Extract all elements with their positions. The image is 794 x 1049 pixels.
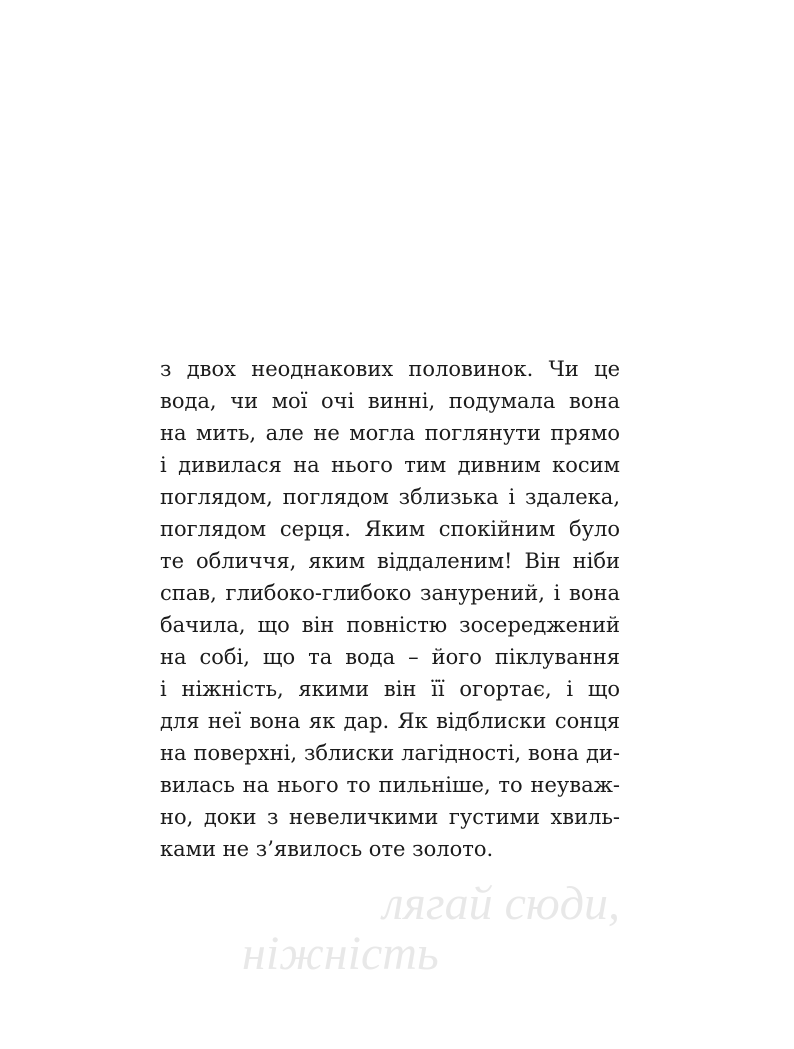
text-line: на собі, що та вода – його піклування <box>160 645 620 669</box>
epigraph-line-2: ніжність <box>242 927 439 980</box>
text-line: на мить, але не могла поглянути прямо <box>160 421 620 445</box>
text-line: ками не з’явилось оте золото. <box>160 837 494 861</box>
text-line: бачила, що він повністю зосереджений <box>160 613 620 637</box>
text-line: поглядом серця. Яким спокійним було <box>160 517 620 541</box>
text-line: з двох неоднакових половинок. Чи це <box>160 357 620 381</box>
text-line: для неї вона як дар. Як відблиски сонця <box>160 709 620 733</box>
text-line: поглядом, поглядом зблизька і здалека, <box>160 485 620 509</box>
text-line: спав, глибоко-глибоко занурений, і вона <box>160 581 620 605</box>
text-line: те обличчя, яким віддаленим! Він ніби <box>160 549 620 573</box>
text-line: на поверхні, зблиски лагідності, вона ди- <box>160 741 620 765</box>
body-paragraph <box>160 353 620 865</box>
text-line: вода, чи мої очі винні, подумала вона <box>160 389 620 413</box>
text-line: і дивилася на нього тим дивним косим <box>160 453 620 477</box>
text-line: вилась на нього то пильніше, то неуваж- <box>160 773 620 797</box>
text-line: і ніжність, якими він її огортає, і що <box>160 677 620 701</box>
text-line: но, доки з невеличкими густими хвиль- <box>160 805 620 829</box>
epigraph-line-1: лягай сюди, <box>382 877 620 930</box>
